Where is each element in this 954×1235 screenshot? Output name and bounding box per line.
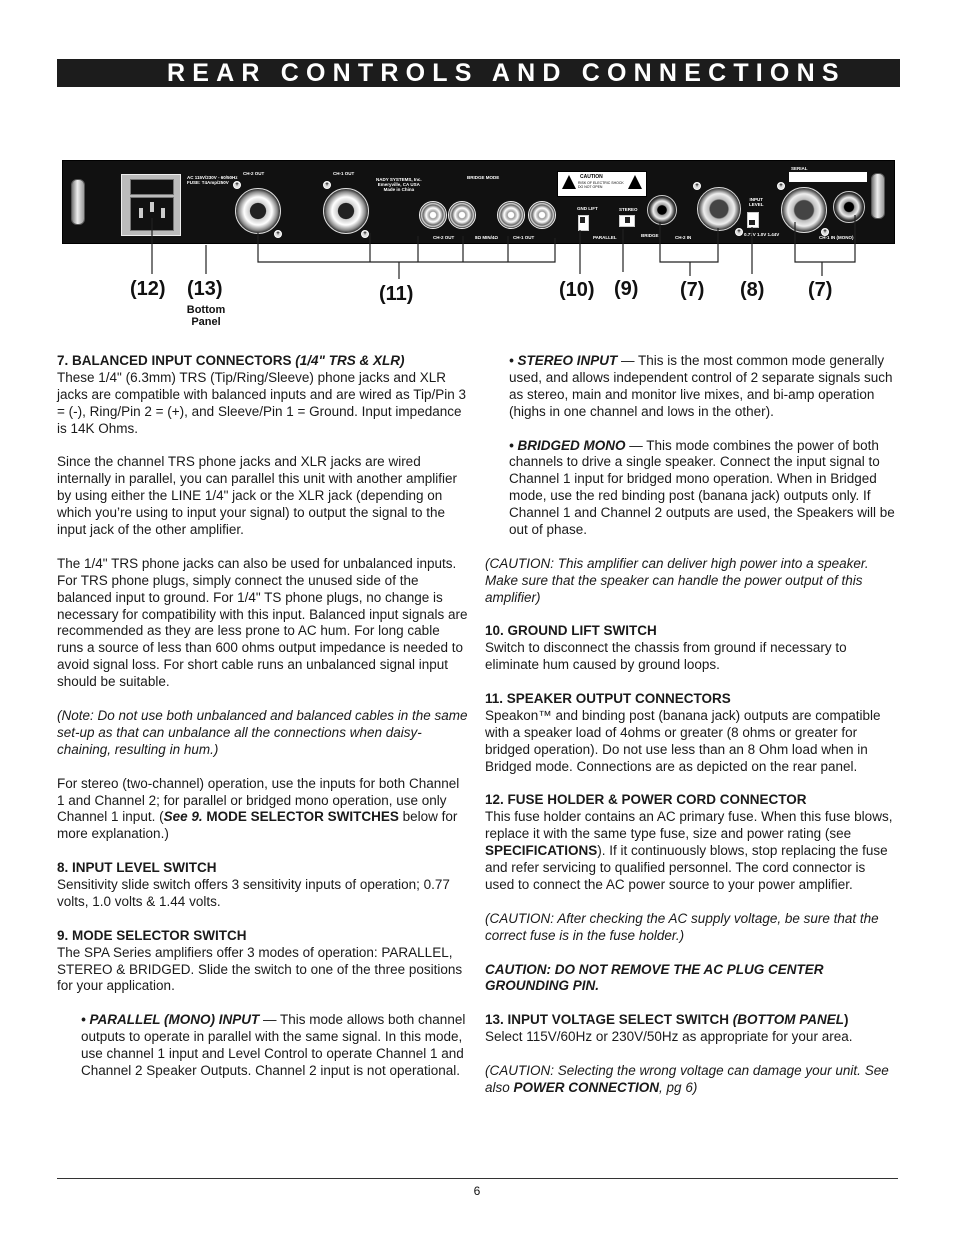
section-8-heading: 8. INPUT LEVEL SWITCH: [57, 860, 217, 876]
ohm-rating-label: 8Ω MIN/4Ω: [475, 235, 498, 240]
ch2-out-label: CH-2 OUT: [243, 171, 265, 176]
section-10-heading: 10. GROUND LIFT SWITCH: [485, 623, 657, 639]
callout-9: (9): [614, 278, 639, 300]
input-level-label: INPUT LEVEL: [749, 197, 764, 207]
caution-title: CAUTION: [580, 174, 603, 180]
section-7-para-2: Since the channel TRS phone jacks and XLR jacks are wired internally in parallel, you can parallel this unit with another amplifier by using either the LINE 1/4" jack or the XLR jack (depending on which you’re using to input your signal) to output the signal to the input jack of the other amplifier.: [57, 454, 457, 538]
callout-10: (10): [559, 279, 595, 301]
screw-icon: +: [777, 182, 785, 190]
ac-voltage-label: AC 115V/230V - 60/50Hz FUSE: T4Amp/250V: [187, 175, 238, 185]
callout-7-right: (7): [808, 279, 833, 301]
right-column: [485, 353, 895, 1114]
callout-8: (8): [740, 279, 765, 301]
caution-text: RISK OF ELECTRIC SHOCK DO NOT OPEN: [578, 181, 624, 189]
bridge-label: BRIDGE: [641, 233, 659, 238]
section-13-heading: 13. INPUT VOLTAGE SELECT SWITCH (BOTTOM PANEL): [485, 1012, 849, 1028]
callout-leader-lines: [0, 0, 954, 300]
page-title: REAR CONTROLS AND CONNECTIONS: [57, 59, 900, 87]
section-12-heading: 12. FUSE HOLDER & POWER CORD CONNECTOR: [485, 792, 807, 808]
page-number: 6: [473, 1184, 481, 1198]
callout-13: (13): [187, 278, 223, 300]
section-7-para-1: These 1/4" (6.3mm) TRS (Tip/Ring/Sleeve) phone jacks and XLR jacks are compatible with balanced inputs and are wired as Tip/Pin 3 = (-), Ring/Pin 2 = (+), and Sleeve/Pin 1 = Ground. Input impedance is 14K Ohms.: [57, 369, 466, 436]
section-11-para: Speakon™ and binding post (banana jack) outputs are compatible with a speaker load of 4ohms or greater (8 ohms or greater for bridged operation). Do not use less than an 8 Ohm load when in Bridged mode. Connections are as depicted on the rear panel.: [485, 707, 881, 774]
section-7-para-3: The 1/4" TRS phone jacks can also be used for unbalanced inputs. For TRS phone plugs, simply connect the unused side of the balanced input to ground. For 1/4" TS phone plugs, no change is necessary for compatibility with this input. Balanced input signals are recommended as they are less prone to AC hum. For long cable runs a source of less than 600 ohms output impedance is needed to avoid signal loss. For short cable runs an unbalanced signal input should be suitable.: [57, 555, 468, 690]
section-12-para: This fuse holder contains an AC primary fuse. When this fuse blows, replace it with the same type fuse, size and power rating (see SPECIFICATIONS). If it continuously blows, stop replacing the fuse and refer servicing to qualified personnel. The cord connector is used to connect the AC power source to your power amplifier.: [485, 809, 893, 893]
ch2-out-post-label: CH-2 OUT: [433, 235, 455, 240]
callout-line-7a: [660, 222, 718, 262]
stereo-mode-item: • STEREO INPUT — This is the most common mode generally used, and allows independent control of 2 separate signals such as stereo, main and monitor live mixes, and bi-amp operation (highs in one channel and lows in the other).: [509, 353, 893, 419]
screw-icon: +: [361, 230, 369, 238]
bridged-mode-item: • BRIDGED MONO — This mode combines the power of both channels to drive a single speaker. Connect the input signal to Channel 1 input for bridged mono operation. When in Bridged mode, use the red binding post (banana jack) outputs only. If Channel 1 and Channel 2 outputs are used, the Speakers will be out of phase.: [509, 437, 895, 538]
callout-12: (12): [130, 278, 166, 300]
bottom-panel-note: Bottom Panel: [186, 304, 226, 328]
caution-fuse: (CAUTION: After checking the AC supply voltage, be sure that the correct fuse is in the fuse holder.): [485, 910, 879, 943]
section-8-para: Sensitivity slide switch offers 3 sensitivity inputs of operation; 0.77 volts, 1.0 volts & 1.44 volts.: [57, 877, 450, 909]
input-level-values: 0.77V 1.0V 1.44V: [744, 232, 780, 237]
screw-icon: +: [821, 228, 829, 236]
ch1-out-post-label: CH-1 OUT: [513, 235, 535, 240]
manufacturer-label: NADY SYSTEMS, Inc. Emeryville, CA USA Made in China: [376, 177, 422, 192]
screw-icon: +: [274, 230, 282, 238]
screw-icon: +: [735, 228, 743, 236]
section-10-para: Switch to disconnect the chassis from ground if necessary to eliminate hum caused by ground loops.: [485, 640, 847, 673]
gnd-lift-label: GND LIFT: [577, 206, 598, 211]
section-13-para: Select 115V/60Hz or 230V/50Hz as appropriate for your area.: [485, 1029, 853, 1045]
callout-11: (11): [379, 283, 414, 305]
caution-grounding-pin: CAUTION: DO NOT REMOVE THE AC PLUG CENTER GROUNDING PIN.: [485, 961, 824, 994]
left-column: [57, 353, 469, 1097]
section-11-heading: 11. SPEAKER OUTPUT CONNECTORS: [485, 691, 731, 707]
callout-line-7b: [795, 215, 855, 262]
section-9-para: The SPA Series amplifiers offer 3 modes of operation: PARALLEL, STEREO & BRIDGED. Slide the switch to one of the three positions for your application.: [57, 944, 463, 994]
stereo-label: STEREO: [619, 207, 638, 212]
parallel-mode-item: • PARALLEL (MONO) INPUT — This mode allows both channel outputs to operate in parallel with the same signal. In this mode, use channel 1 input and Level Control to operate Channel 1 and Channel 2 Speaker Outputs. Channel 2 input is not operational.: [81, 1012, 466, 1078]
ch1-in-label: CH-1 IN (MONO): [819, 235, 854, 240]
caution-voltage: (CAUTION: Selecting the wrong voltage can damage your unit. See also POWER CONNECTION, pg 6): [485, 1062, 889, 1095]
screw-icon: +: [233, 181, 241, 189]
screw-icon: +: [693, 182, 701, 190]
section-9-heading: 9. MODE SELECTOR SWITCH: [57, 927, 247, 943]
bridge-mode-label: BRIDGE MODE: [467, 175, 500, 180]
parallel-label: PARALLEL: [593, 235, 617, 240]
serial-label: SERIAL: [791, 166, 808, 171]
callout-line-11: [258, 233, 555, 262]
section-7-para-4: For stereo (two-channel) operation, use the inputs for both Channel 1 and Channel 2; for parallel or bridged mono operation, use only Channel 1 input. (See 9. MODE SELECTOR SWITCHES below for more explanation.): [57, 775, 460, 842]
section-7-heading: 7. BALANCED INPUT CONNECTORS (1/4" TRS & XLR): [57, 353, 405, 368]
ch2-in-label: CH-2 IN: [675, 235, 692, 240]
caution-high-power: (CAUTION: This amplifier can deliver high power into a speaker. Make sure that the speaker can handle the power output of this amplifier): [485, 555, 869, 605]
footer-rule: [57, 1178, 898, 1179]
callout-7-left: (7): [680, 279, 705, 301]
section-7-note: (Note: Do not use both unbalanced and balanced cables in the same set-up as that can unbalance all the connections when daisy-chaining, resulting in hum.): [57, 707, 468, 757]
ch1-out-label: CH-1 OUT: [333, 171, 355, 176]
screw-icon: +: [323, 181, 331, 189]
